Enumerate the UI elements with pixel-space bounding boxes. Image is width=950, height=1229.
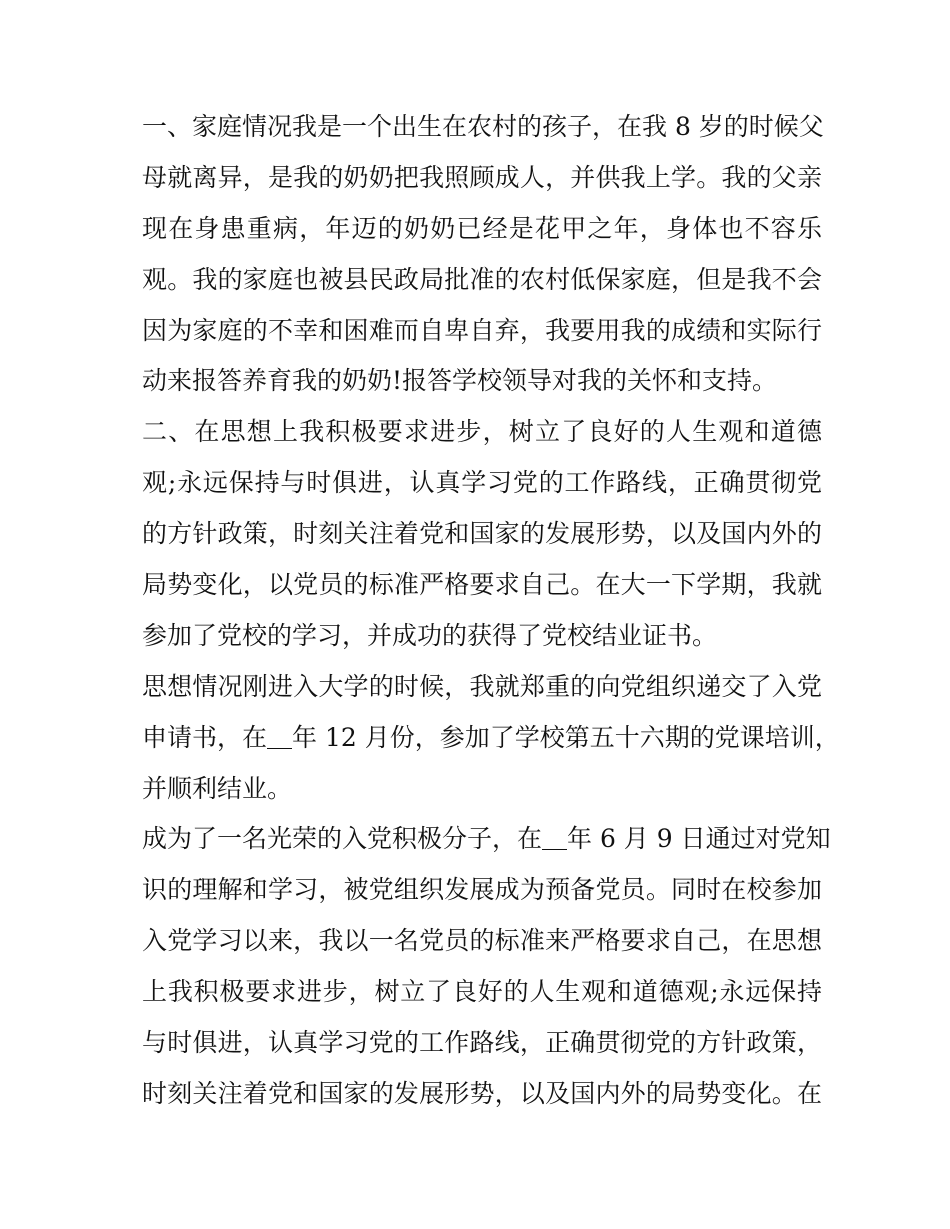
text-line: 动来报答养育我的奶奶!报答学校领导对我的关怀和支持。 (142, 366, 778, 396)
text-line: 入党学习以来，我以一名党员的标准来严格要求自己，在思想 (142, 926, 822, 956)
text-line: 参加了党校的学习，并成功的获得了党校结业证书。 (142, 620, 718, 650)
text-line: 时刻关注着党和国家的发展形势，以及国内外的局势变化。在 (142, 1078, 822, 1108)
text-line: 观。我的家庭也被县民政局批准的农村低保家庭，但是我不会 (142, 264, 822, 294)
text-line: 并顺利结业。 (142, 773, 293, 803)
text-line: 上我积极要求进步，树立了良好的人生观和道德观;永远保持 (142, 977, 822, 1007)
text-line: 成为了一名光荣的入党积极分子，在＿年 6 月 9 日通过对党知 (142, 824, 831, 854)
text-line: 识的理解和学习，被党组织发展成为预备党员。同时在校参加 (142, 875, 822, 905)
text-line: 二、在思想上我积极要求进步，树立了良好的人生观和道德 (142, 417, 822, 447)
text-line: 因为家庭的不幸和困难而自卑自弃，我要用我的成绩和实际行 (142, 315, 822, 345)
text-line: 现在身患重病，年迈的奶奶已经是花甲之年，身体也不容乐 (142, 213, 822, 243)
text-line: 与时俱进，认真学习党的工作路线，正确贯彻党的方针政策， (142, 1028, 822, 1058)
document-body (142, 102, 840, 1120)
text-line: 母就离异，是我的奶奶把我照顾成人，并供我上学。我的父亲 (142, 162, 822, 192)
text-line: 申请书，在＿年 12 月份，参加了学校第五十六期的党课培训， (142, 722, 840, 752)
text-line: 局势变化，以党员的标准严格要求自己。在大一下学期，我就 (142, 570, 822, 600)
text-line: 观;永远保持与时俱进，认真学习党的工作路线，正确贯彻党 (142, 468, 822, 498)
text-line: 的方针政策，时刻关注着党和国家的发展形势，以及国内外的 (142, 519, 822, 549)
text-line: 思想情况刚进入大学的时候，我就郑重的向党组织递交了入党 (142, 671, 822, 701)
text-line: 一、家庭情况我是一个出生在农村的孩子，在我 8 岁的时候父 (142, 112, 824, 141)
